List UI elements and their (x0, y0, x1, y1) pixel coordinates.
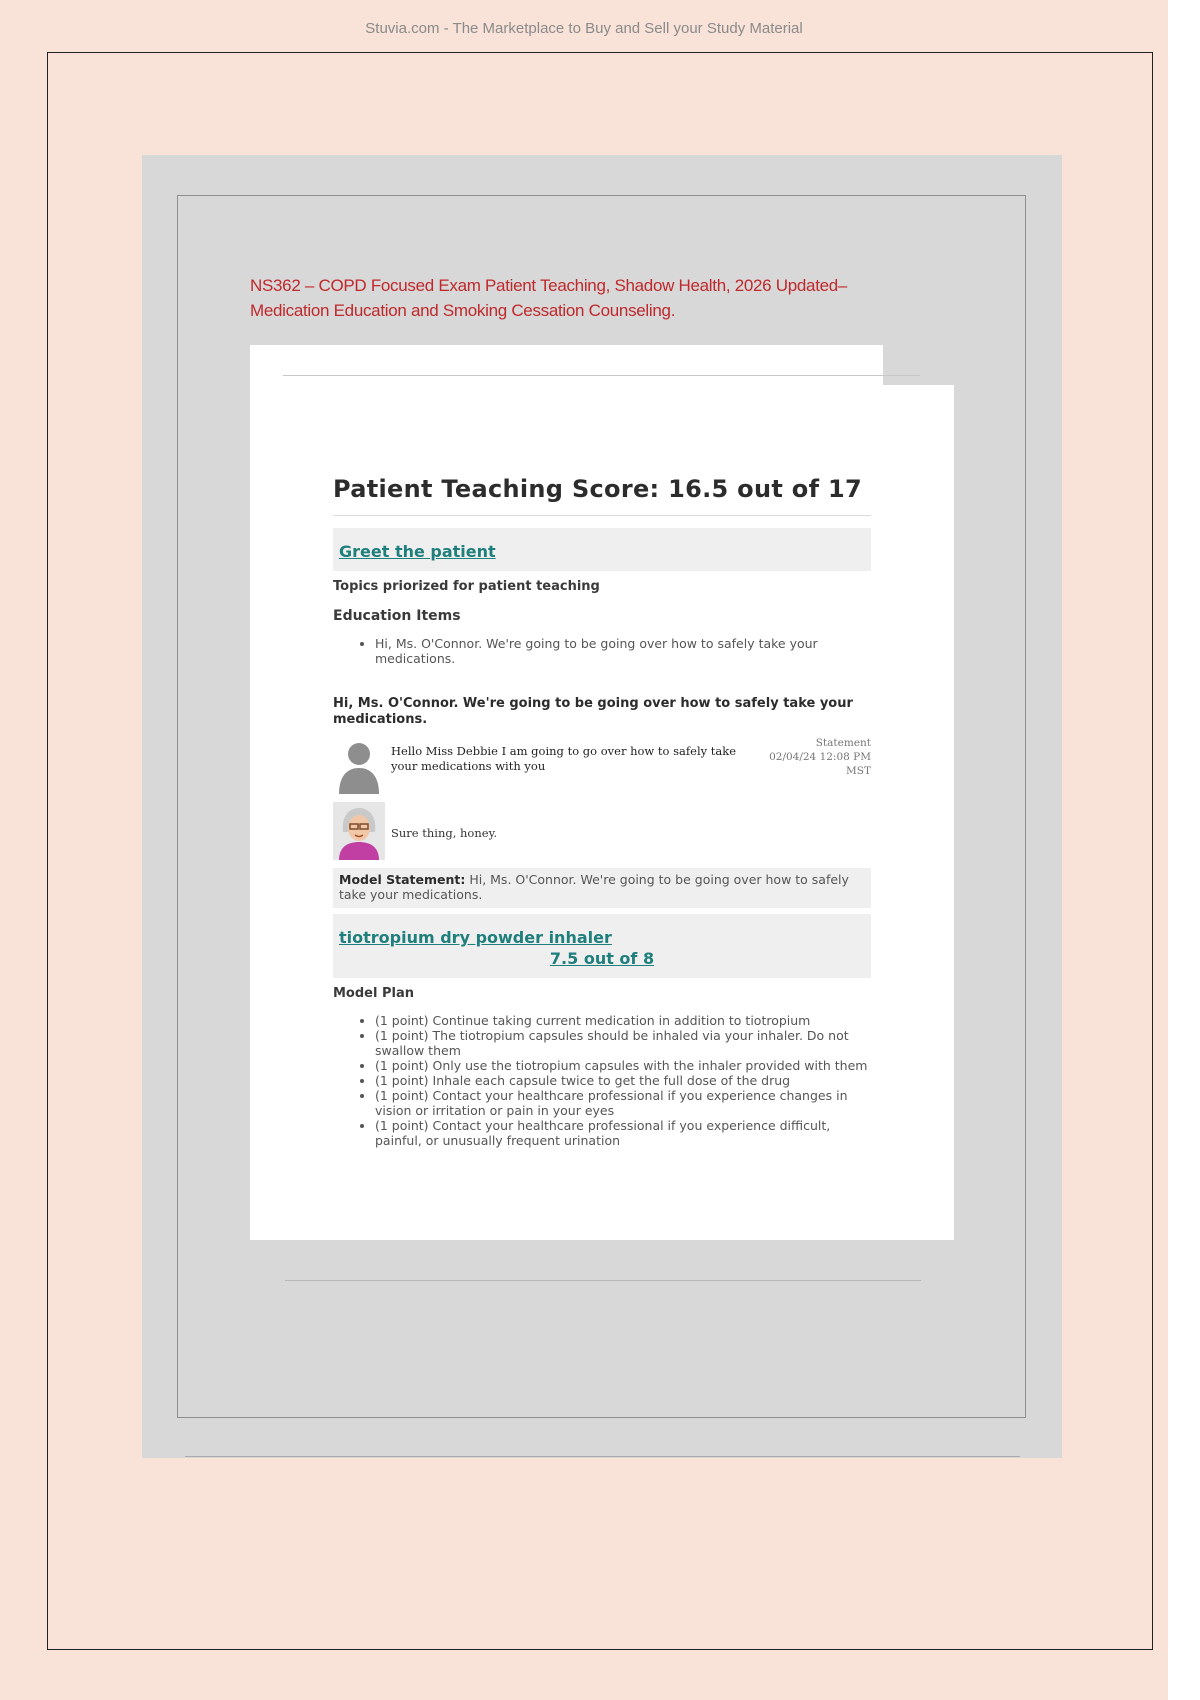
section-header-tiotropium (333, 914, 871, 978)
screenshot-top-strip (250, 345, 883, 385)
list-item: • (1 point) Contact your healthcare professional if you experience difficult, painful, or unusually frequent urination (375, 1118, 871, 1148)
chat-message-patient (333, 802, 871, 860)
list-item: • (1 point) Contact your healthcare professional if you experience changes in vision or irritation or pain in your eyes (375, 1088, 871, 1118)
page-right-margin (1168, 0, 1200, 1700)
teaching-report (333, 475, 871, 1148)
tiotropium-link[interactable]: tiotropium dry powder inhaler (339, 928, 612, 947)
patient-avatar-icon (333, 802, 385, 860)
list-item: • (1 point) Continue taking current medication in addition to tiotropium (375, 1013, 871, 1028)
education-items-list (333, 636, 871, 666)
statement-heading: Hi, Ms. O'Connor. We're going to be going over how to safely take your medications. (333, 696, 853, 727)
patient-reply: Sure thing, honey. (391, 826, 498, 840)
section-header-greet (333, 528, 871, 571)
list-item: • (1 point) Only use the tiotropium capsules with the inhaler provided with them (375, 1058, 871, 1073)
list-item: • (1 point) Inhale each capsule twice to get the full dose of the drug (375, 1073, 871, 1088)
student-avatar-icon (333, 736, 385, 794)
education-items-label: Education Items (333, 608, 461, 624)
document-title: NS362 – COPD Focused Exam Patient Teaching, Shadow Health, 2026 Updated– Medication Education and Smoking Cessation Counseling. (250, 276, 848, 320)
message-timestamp: 02/04/24 12:08 PM MST (769, 751, 871, 777)
chat-message-student (333, 736, 871, 794)
title-divider (333, 515, 871, 516)
section-score[interactable]: 7.5 out of 8 (549, 949, 655, 968)
model-plan-label: Model Plan (333, 986, 414, 1001)
model-statement-text: Hi, Ms. O'Connor. We're going to be going over how to safely take your medications. (339, 872, 849, 902)
student-message: Hello Miss Debbie I am going to go over how to safely take your medications with you (391, 744, 737, 773)
model-statement-label: Model Statement: (339, 872, 466, 887)
panel-bottom-rule (185, 1456, 1020, 1457)
watermark-text: Stuvia.com - The Marketplace to Buy and Sell your Study Material (365, 20, 803, 37)
greet-patient-link[interactable]: Greet the patient (339, 542, 496, 561)
model-statement (333, 868, 871, 908)
frame-inner-rule (285, 1280, 921, 1281)
model-plan-list (333, 1013, 871, 1148)
list-item: • (1 point) The tiotropium capsules should be inhaled via your inhaler. Do not swallow them (375, 1028, 871, 1058)
score-title: Patient Teaching Score: 16.5 out of 17 (333, 475, 862, 503)
topics-label: Topics priorized for patient teaching (333, 579, 600, 594)
screenshot-top-rule (283, 375, 920, 376)
message-type: Statement (815, 737, 871, 749)
message-meta (756, 736, 871, 778)
list-item: • Hi, Ms. O'Connor. We're going to be going over how to safely take your medications. (375, 636, 871, 666)
